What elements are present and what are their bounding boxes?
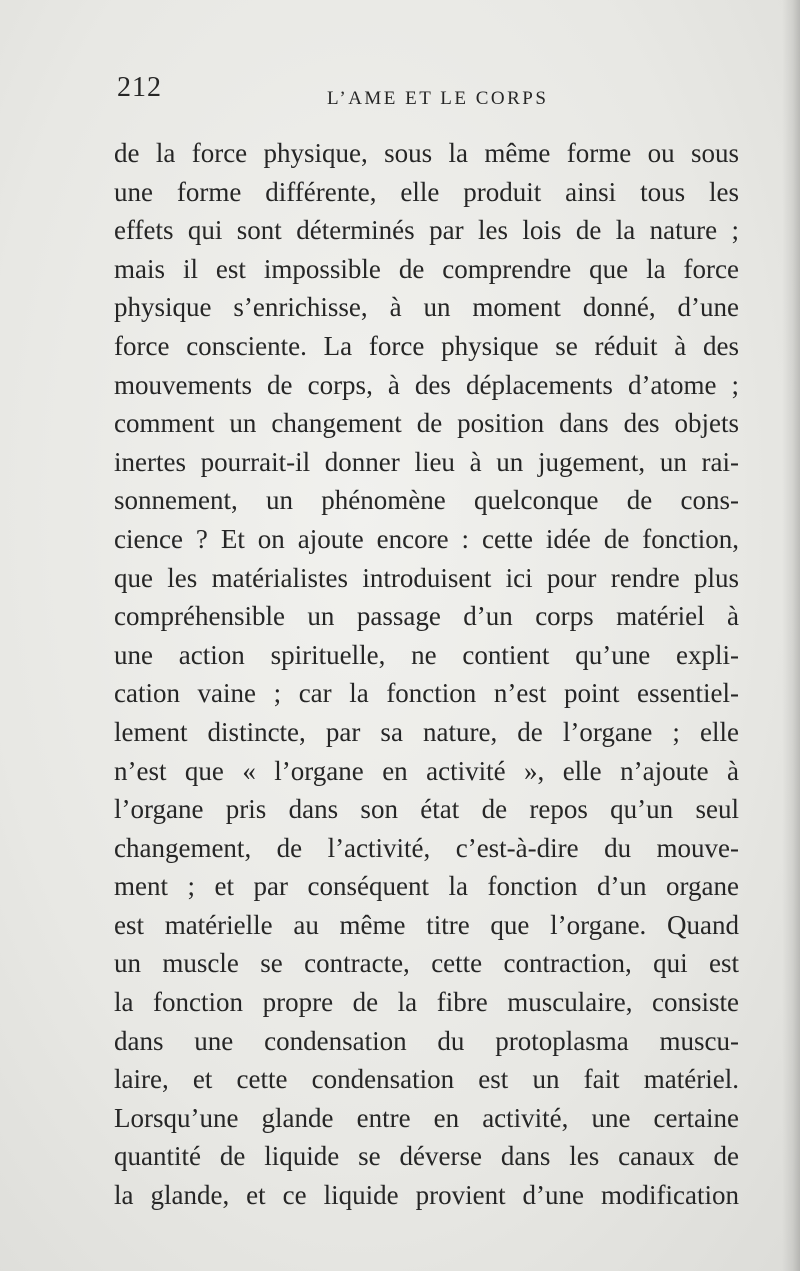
text-line: que les matérialistes introduisent ici pour rendre plus	[114, 562, 739, 593]
text-line: changement, de l’activité, c’est-à-dire du mouve-	[114, 832, 739, 863]
text-line: cation vaine ; car la fonction n’est point essentiel-	[114, 678, 739, 709]
text-line: Lorsqu’une glande entre en activité, une certaine	[114, 1102, 739, 1133]
page-edge-shadow	[782, 0, 800, 1271]
body-text	[114, 134, 739, 1215]
text-line: cience ? Et on ajoute encore : cette idée de fonction,	[114, 523, 739, 554]
text-line: lement distincte, par sa nature, de l’organe ; elle	[114, 716, 739, 747]
text-line: quantité de liquide se déverse dans les canaux de	[114, 1141, 739, 1172]
text-line: dans une condensation du protoplasma muscu-	[114, 1025, 739, 1056]
text-line: de la force physique, sous la même forme ou sous	[114, 138, 739, 168]
text-line: la fonction propre de la fibre musculaire, consiste	[114, 987, 739, 1018]
text-line: la glande, et ce liquide provient d’une modification	[114, 1180, 739, 1211]
text-line: l’organe pris dans son état de repos qu’un seul	[114, 794, 739, 825]
text-line: n’est que « l’organe en activité », elle n’ajoute à	[114, 755, 739, 786]
text-line: laire, et cette condensation est un fait matériel.	[114, 1064, 739, 1095]
text-line: ment ; et par conséquent la fonction d’un organe	[114, 871, 739, 902]
text-line: effets qui sont déterminés par les lois de la nature ;	[114, 215, 739, 246]
text-line: mouvements de corps, à des déplacements d’atome ;	[114, 369, 739, 400]
text-line: une forme différente, elle produit ainsi tous les	[114, 176, 739, 207]
text-line: comment un changement de position dans des objets	[114, 408, 739, 439]
running-title: L’AME ET LE CORPS	[327, 88, 549, 109]
text-line: inertes pourrait-il donner lieu à un jugement, un rai-	[114, 446, 739, 477]
text-line: mais il est impossible de comprendre que la force	[114, 253, 739, 284]
text-line: est matérielle au même titre que l’organe. Quand	[114, 909, 739, 940]
text-line: force consciente. La force physique se réduit à des	[114, 330, 739, 361]
text-line: physique s’enrichisse, à un moment donné, d’une	[114, 292, 739, 323]
text-line: un muscle se contracte, cette contraction, qui est	[114, 948, 739, 979]
page-number: 212	[117, 72, 162, 103]
page-header	[0, 72, 800, 112]
text-line: une action spirituelle, ne contient qu’une expli-	[114, 639, 739, 670]
text-line: compréhensible un passage d’un corps matériel à	[114, 601, 739, 632]
text-line: sonnement, un phénomène quelconque de cons-	[114, 485, 739, 516]
